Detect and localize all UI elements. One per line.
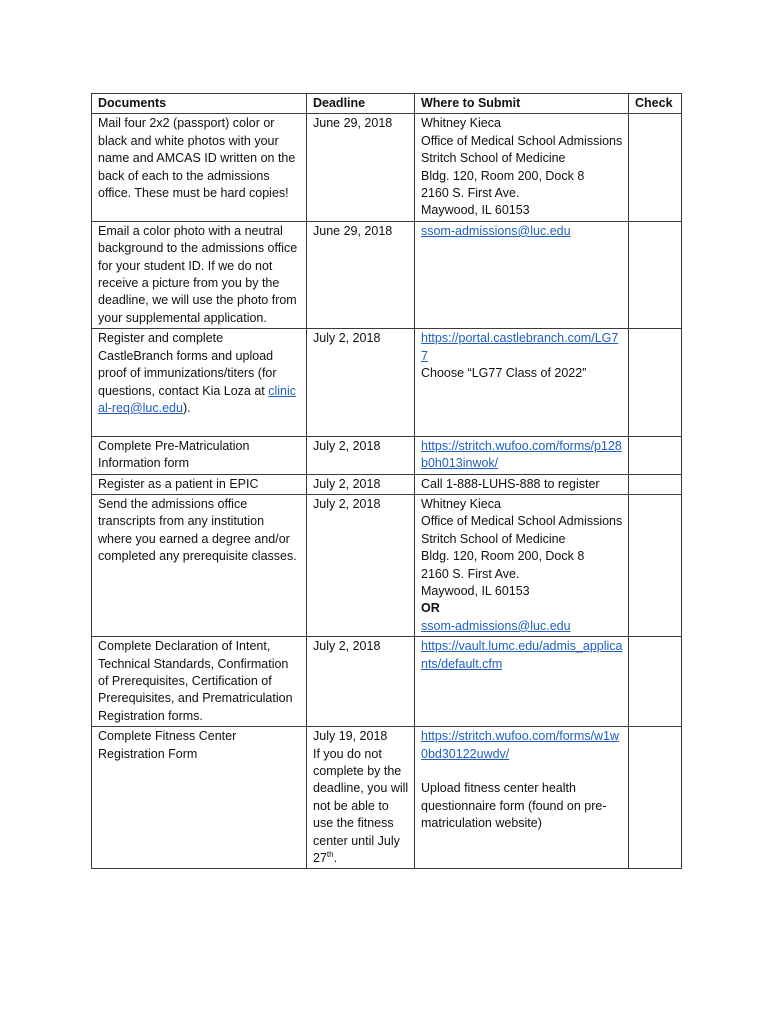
where-cell: Call 1-888-LUHS-888 to register (415, 474, 629, 494)
table-row (92, 474, 682, 494)
deadline-cell: July 2, 2018 (307, 329, 415, 436)
document-text: Register and complete CastleBranch forms and upload proof of immunizations/titers (for questions, contact Kia Loza at (98, 331, 277, 398)
deadline-note: If you do not complete by the deadline, you will not be able to use the fitness center until July 27 (313, 746, 409, 866)
document-cell (92, 329, 307, 436)
table-row (92, 221, 682, 328)
email-link[interactable]: ssom-admissions@luc.edu (421, 618, 571, 633)
form-link[interactable]: https://stritch.wufoo.com/forms/p128b0h013inwok/ (421, 438, 622, 471)
check-cell[interactable] (629, 329, 682, 436)
where-cell (415, 494, 629, 636)
address-line: Whitney Kieca (421, 116, 501, 131)
where-cell (415, 637, 629, 727)
deadline-cell: July 2, 2018 (307, 474, 415, 494)
deadline-cell: July 2, 2018 (307, 637, 415, 727)
or-label: OR (421, 601, 440, 616)
header-check: Check (629, 94, 682, 114)
address-line: Bldg. 120, Room 200, Dock 8 (421, 549, 585, 564)
where-note: Choose “LG77 Class of 2022” (421, 366, 587, 381)
deadline-cell (307, 727, 415, 869)
document-cell: Register as a patient in EPIC (92, 474, 307, 494)
check-cell[interactable] (629, 221, 682, 328)
deadline-cell: July 2, 2018 (307, 436, 415, 474)
deadline-note-end: . (333, 851, 338, 866)
table-header-row (92, 94, 682, 114)
check-cell[interactable] (629, 727, 682, 869)
check-cell[interactable] (629, 637, 682, 727)
deadline-date: July 19, 2018 (313, 729, 388, 744)
email-link[interactable]: clinical-req@luc.edu (98, 383, 297, 415)
document-cell: Complete Fitness Center Registration Form (92, 727, 307, 869)
table-row (92, 637, 682, 727)
check-cell[interactable] (629, 436, 682, 474)
address-line: Bldg. 120, Room 200, Dock 8 (421, 168, 585, 183)
table-row (92, 494, 682, 636)
deadline-cell: July 2, 2018 (307, 494, 415, 636)
header-deadline: Deadline (307, 94, 415, 114)
address-line: Office of Medical School Admissions (421, 514, 623, 529)
address-line: 2160 S. First Ave. (421, 566, 520, 581)
header-documents: Documents (92, 94, 307, 114)
document-text-end: ). (182, 400, 191, 415)
deadline-superscript: th (326, 849, 334, 859)
address-line: Maywood, IL 60153 (421, 203, 530, 218)
address-line: Whitney Kieca (421, 496, 501, 511)
table-row (92, 727, 682, 869)
castlebranch-link[interactable]: https://portal.castlebranch.com/LG77 (421, 331, 619, 363)
check-cell[interactable] (629, 494, 682, 636)
document-cell: Mail four 2x2 (passport) color or black and white photos with your name and AMCAS ID written on the back of each to the admissions office. These must be hard copies! (92, 114, 307, 221)
address-line: Office of Medical School Admissions (421, 133, 623, 148)
where-note: Upload fitness center health questionnaire form (found on pre-matriculation website) (421, 781, 607, 831)
document-page (91, 93, 682, 869)
table-row (92, 114, 682, 221)
deadline-cell: June 29, 2018 (307, 114, 415, 221)
where-cell (415, 436, 629, 474)
document-cell: Complete Pre-Matriculation Information form (92, 436, 307, 474)
address-line: Maywood, IL 60153 (421, 583, 530, 598)
deadline-cell: June 29, 2018 (307, 221, 415, 328)
document-cell: Send the admissions office transcripts from any institution where you earned a degree and/or completed any prerequisite classes. (92, 494, 307, 636)
header-where: Where to Submit (415, 94, 629, 114)
requirements-table (91, 93, 682, 869)
check-cell[interactable] (629, 474, 682, 494)
table-row (92, 436, 682, 474)
address-line: Stritch School of Medicine (421, 531, 566, 546)
document-cell: Complete Declaration of Intent, Technical Standards, Confirmation of Prerequisites, Certification of Prerequisites, and Prematriculation Registration forms. (92, 637, 307, 727)
vault-link[interactable]: https://vault.lumc.edu/admis_applicants/default.cfm (421, 639, 623, 671)
address-line: 2160 S. First Ave. (421, 186, 520, 201)
where-cell (415, 114, 629, 221)
email-link[interactable]: ssom-admissions@luc.edu (421, 223, 571, 238)
table-row (92, 329, 682, 436)
where-cell (415, 329, 629, 436)
where-cell (415, 221, 629, 328)
check-cell[interactable] (629, 114, 682, 221)
fitness-form-link[interactable]: https://stritch.wufoo.com/forms/w1w0bd30122uwdv/ (421, 729, 619, 761)
address-line: Stritch School of Medicine (421, 151, 566, 166)
where-cell (415, 727, 629, 869)
document-cell: Email a color photo with a neutral background to the admissions office for your student ID. If we do not receive a picture from you by the deadline, we will use the photo from your supplemental application. (92, 221, 307, 328)
